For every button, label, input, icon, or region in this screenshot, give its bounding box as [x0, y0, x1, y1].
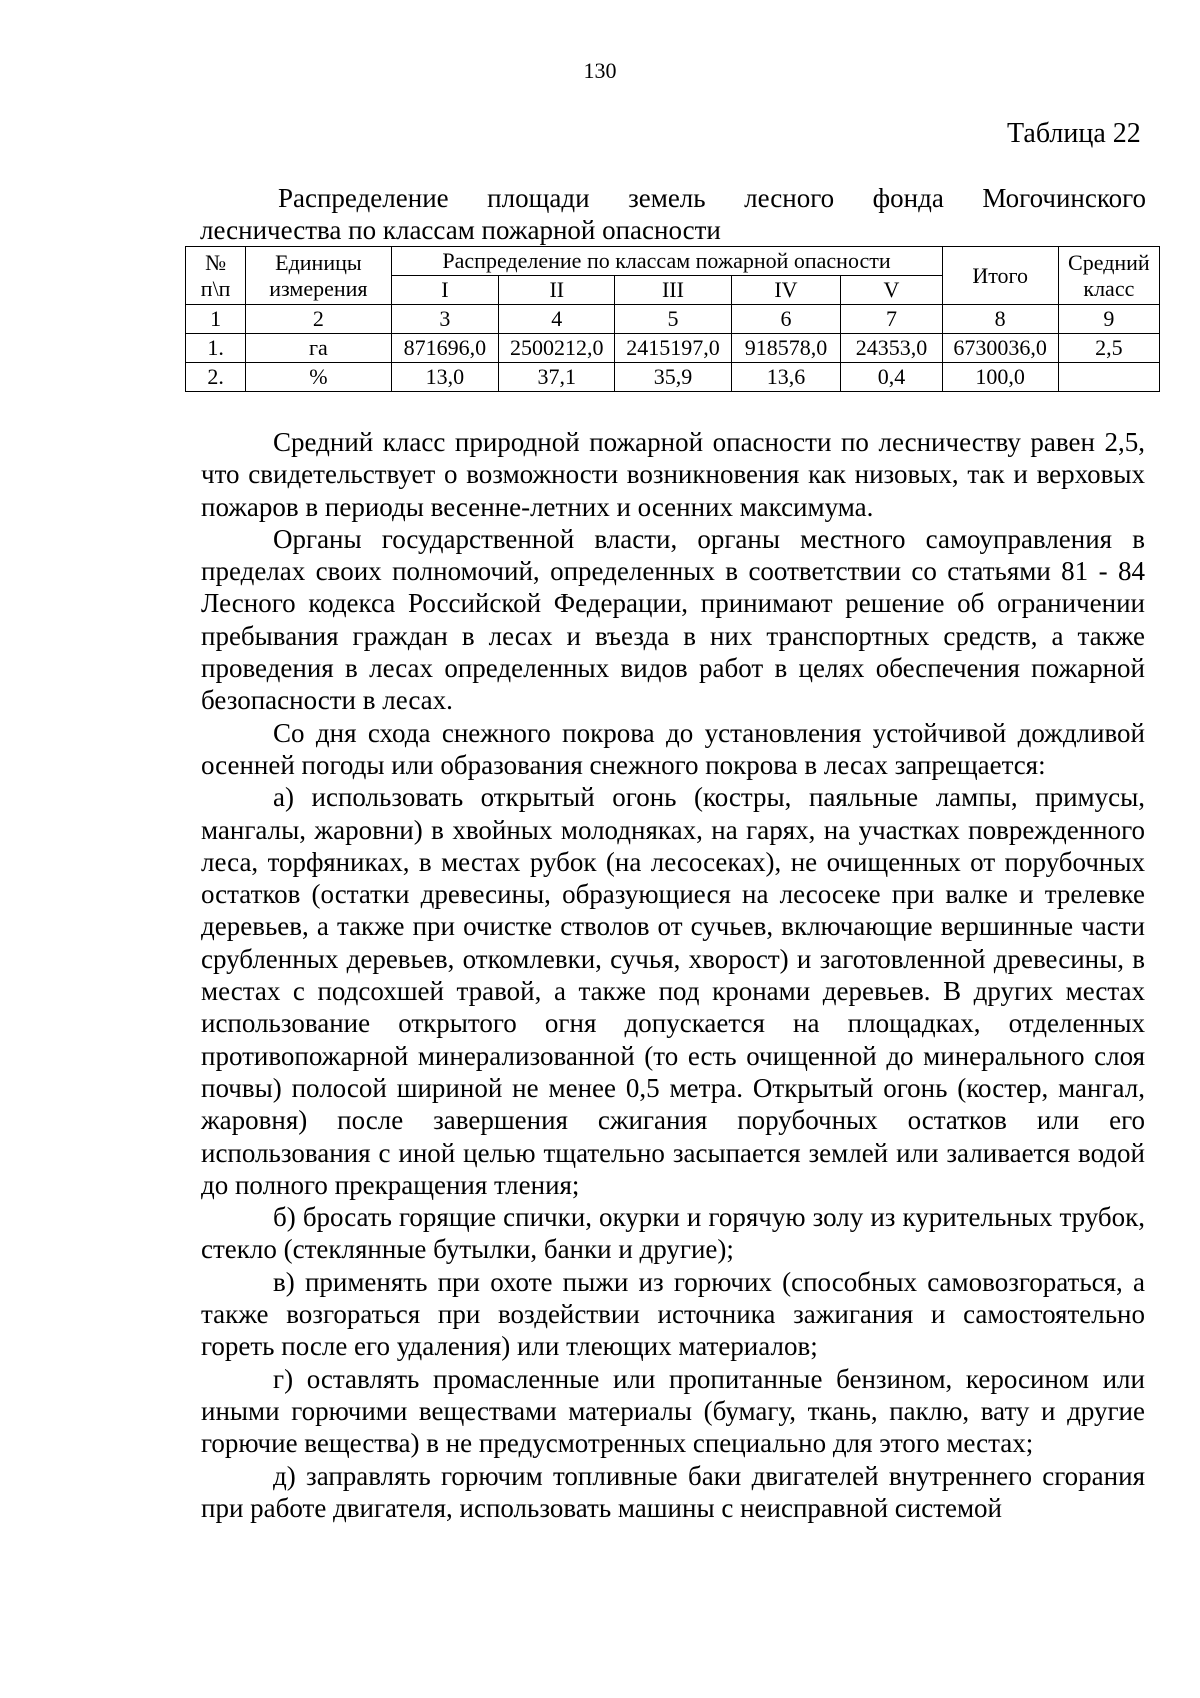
table-cell: 1	[186, 305, 246, 334]
table-cell	[1058, 363, 1159, 392]
table-cell: 2,5	[1058, 334, 1159, 363]
table-cell: 0,4	[841, 363, 942, 392]
table-cell: 871696,0	[391, 334, 499, 363]
paragraph: Средний класс природной пожарной опасности по лесничеству равен 2,5, что свидетельствует о возможности возникновения как низовых, так и верховых пожаров в периоды весенне-летних и осенних максимума.	[201, 427, 1145, 522]
header-class: IV	[731, 276, 841, 305]
table-cell: 100,0	[942, 363, 1058, 392]
table-cell: 2500212,0	[499, 334, 615, 363]
header-total: Итого	[942, 247, 1058, 305]
caption-line-2: лесничества по классам пожарной опасности	[200, 215, 721, 245]
table-cell: %	[246, 363, 391, 392]
header-class: III	[615, 276, 731, 305]
table-cell: 5	[615, 305, 731, 334]
table-caption	[200, 182, 1146, 246]
table-cell: 918578,0	[731, 334, 841, 363]
table-cell: 8	[942, 305, 1058, 334]
table-cell: 7	[841, 305, 942, 334]
table-cell: 2	[246, 305, 391, 334]
body-text	[201, 426, 1145, 1524]
table-header-row-1	[186, 247, 1160, 276]
table-cell: 13,6	[731, 363, 841, 392]
header-class: I	[391, 276, 499, 305]
table-index-row	[186, 305, 1160, 334]
table-cell: 2.	[186, 363, 246, 392]
table-cell: га	[246, 334, 391, 363]
caption-line-1: Распределение площади земель лесного фонда Могочинского	[278, 183, 1146, 213]
table-cell: 6730036,0	[942, 334, 1058, 363]
page-number: 130	[583, 58, 617, 83]
table-label: Таблица 22	[1007, 118, 1141, 149]
paragraph: б) бросать горящие спички, окурки и горячую золу из курительных трубок, стекло (стеклянные бутылки, банки и другие);	[201, 1202, 1145, 1265]
table-cell: 9	[1058, 305, 1159, 334]
table-cell: 1.	[186, 334, 246, 363]
table-cell: 4	[499, 305, 615, 334]
table-cell: 24353,0	[841, 334, 942, 363]
paragraph: г) оставлять промасленные или пропитанные бензином, керосином или иными горючими веществами материалы (бумагу, ткань, паклю, вату и другие горючие вещества) в не предусмотренных специально для этого местах;	[201, 1363, 1145, 1459]
header-class: V	[841, 276, 942, 305]
fire-hazard-table	[185, 246, 1160, 392]
paragraph: в) применять при охоте пыжи из горючих (способных самовозгораться, а также возгораться при воздействии источника зажигания и самостоятельно гореть после его удаления) или тлеющих материалов;	[201, 1266, 1145, 1362]
table-cell: 6	[731, 305, 841, 334]
paragraph: а) использовать открытый огонь (костры, паяльные лампы, примусы, мангалы, жаровни) в хвойных молодняках, на гарях, на участках поврежденного леса, торфяниках, в местах рубок (на лесосеках), не очищенных от порубочных остатков (остатки древесины, образующиеся на лесосеке при валке и трелевке деревьев, а также при очистке стволов от сучьев, включающие вершинные части срубленных деревьев, откомлевки, сучья, хворост) и заготовленной древесины, в местах с подсохшей травой, а также под кронами деревьев. В других местах использование открытого огня допускается на площадках, отделенных противопожарной минерализованной (то есть очищенной до минерального слоя почвы) полосой шириной не менее 0,5 метра. Открытый огонь (костер, мангал, жаровня) после завершения сжигания порубочных остатков или его использования с иной целью тщательно засыпается землей или заливается водой до полного прекращения тления;	[201, 782, 1145, 1200]
table-cell: 37,1	[499, 363, 615, 392]
table-cell: 2415197,0	[615, 334, 731, 363]
header-class: II	[499, 276, 615, 305]
table-cell: 13,0	[391, 363, 499, 392]
paragraph: Со дня схода снежного покрова до установления устойчивой дождливой осенней погоды или образования снежного покрова в лесах запрещается:	[201, 717, 1145, 780]
table-row	[186, 334, 1160, 363]
header-distribution: Распределение по классам пожарной опасности	[391, 247, 942, 276]
header-unit: Единицы измерения	[246, 247, 391, 305]
header-avg-class: Средний класс	[1058, 247, 1159, 305]
table-row	[186, 363, 1160, 392]
table-cell: 3	[391, 305, 499, 334]
table-cell: 35,9	[615, 363, 731, 392]
paragraph: д) заправлять горючим топливные баки двигателей внутреннего сгорания при работе двигателя, использовать машины с неисправной системой	[201, 1460, 1145, 1523]
paragraph: Органы государственной власти, органы местного самоуправления в пределах своих полномочий, определенных в соответствии со статьями 81 - 84 Лесного кодекса Российской Федерации, принимают решение об ограничении пребывания граждан в лесах и въезда в них транспортных средств, а также проведения в лесах определенных видов работ в целях обеспечения пожарной безопасности в лесах.	[201, 523, 1145, 716]
header-num: № п\п	[186, 247, 246, 305]
